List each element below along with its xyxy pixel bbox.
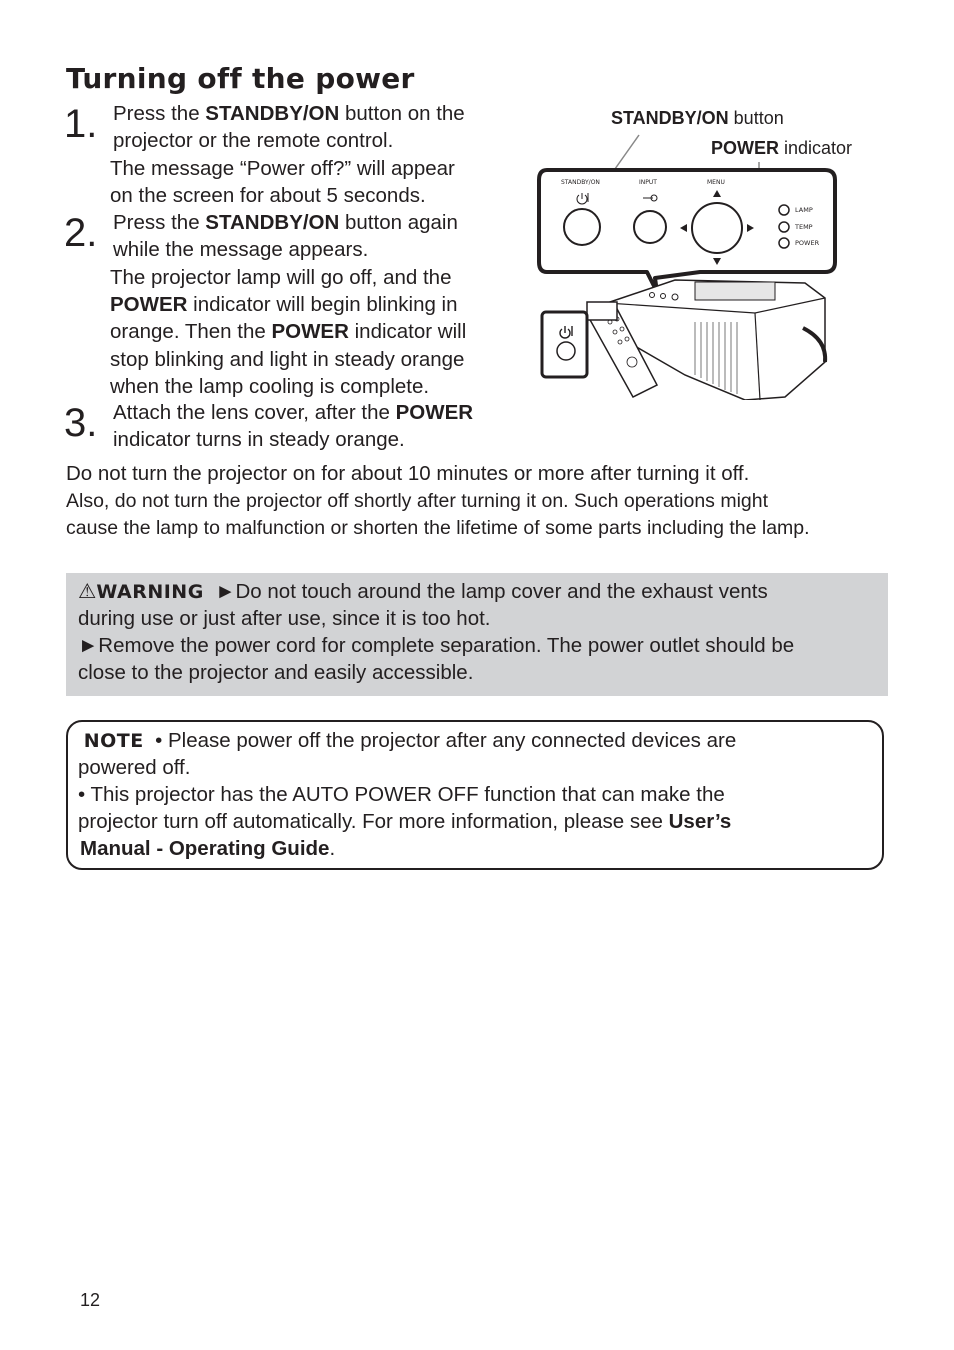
page-title: Turning off the power (66, 62, 415, 95)
note-line-3: • This projector has the AUTO POWER OFF function that can make the (78, 783, 725, 806)
step-3-line: Attach the lens cover, after the POWER (113, 401, 474, 424)
step-2-line: when the lamp cooling is complete. (110, 374, 430, 398)
menu-button-graphic (692, 203, 742, 253)
note-line-4: projector turn off automatically. For more information, please see User’s (78, 810, 732, 833)
step-2-line: orange. Then the POWER indicator will (110, 320, 467, 344)
warning-icon: ⚠ (78, 580, 97, 603)
svg-text:LAMP: LAMP (795, 206, 813, 214)
step-number: 1. (64, 102, 98, 146)
caution-line-3: cause the lamp to malfunction or shorten the lifetime of some parts including the lamp. (66, 517, 810, 539)
step-3-line: indicator turns in steady orange. (113, 428, 405, 452)
svg-text:INPUT: INPUT (639, 179, 657, 186)
svg-text:STANDBY/ON: STANDBY/ON (561, 179, 600, 186)
projector-illustration (535, 100, 880, 400)
step-2-line: while the message appears. (113, 238, 369, 262)
step-2-line: Press the STANDBY/ON button again (113, 211, 458, 234)
step-number: 3. (64, 401, 98, 445)
input-button-graphic (634, 211, 666, 243)
warning-line-3: ►Remove the power cord for complete separation. The power outlet should be (78, 634, 795, 657)
warning-line-4: close to the projector and easily accessible. (78, 661, 474, 684)
svg-text:MENU: MENU (707, 179, 725, 186)
note-line-2: powered off. (78, 756, 191, 779)
note-label: NOTE (83, 730, 144, 752)
step-1-line: on the screen for about 5 seconds. (110, 183, 426, 207)
caution-line-2: Also, do not turn the projector off shortly after turning it on. Such operations might (66, 490, 769, 512)
step-1-line: projector or the remote control. (113, 129, 394, 153)
svg-text:TEMP: TEMP (795, 223, 813, 231)
page-number: 12 (80, 1290, 101, 1310)
warning-label: WARNING (96, 581, 204, 603)
step-number: 2. (64, 211, 98, 255)
note-box (66, 720, 884, 870)
power-callout: POWER indicator (711, 138, 853, 158)
step-2-line: The projector lamp will go off, and the (110, 265, 452, 289)
caution-line-1: Do not turn the projector on for about 10 minutes or more after turning it off. (66, 462, 750, 485)
warning-box (66, 573, 888, 696)
step-2-line: POWER indicator will begin blinking in (110, 292, 458, 316)
standby-callout: STANDBY/ON button (611, 108, 784, 128)
note-line-1: NOTE • Please power off the projector after any connected devices are (83, 729, 737, 752)
step-1-line: Press the STANDBY/ON button on the (113, 102, 465, 125)
warning-line-2: during use or just after use, since it is too hot. (78, 607, 491, 630)
svg-text:POWER: POWER (795, 239, 820, 247)
step-2-line: stop blinking and light in steady orange (110, 347, 465, 371)
projector-figure (535, 100, 880, 400)
step-1-line: The message “Power off?” will appear (110, 156, 455, 180)
note-line-5: Manual - Operating Guide. (80, 837, 336, 860)
warning-line-1: ⚠WARNING ►Do not touch around the lamp cover and the exhaust vents (78, 580, 768, 603)
standby-button-graphic (564, 209, 600, 245)
